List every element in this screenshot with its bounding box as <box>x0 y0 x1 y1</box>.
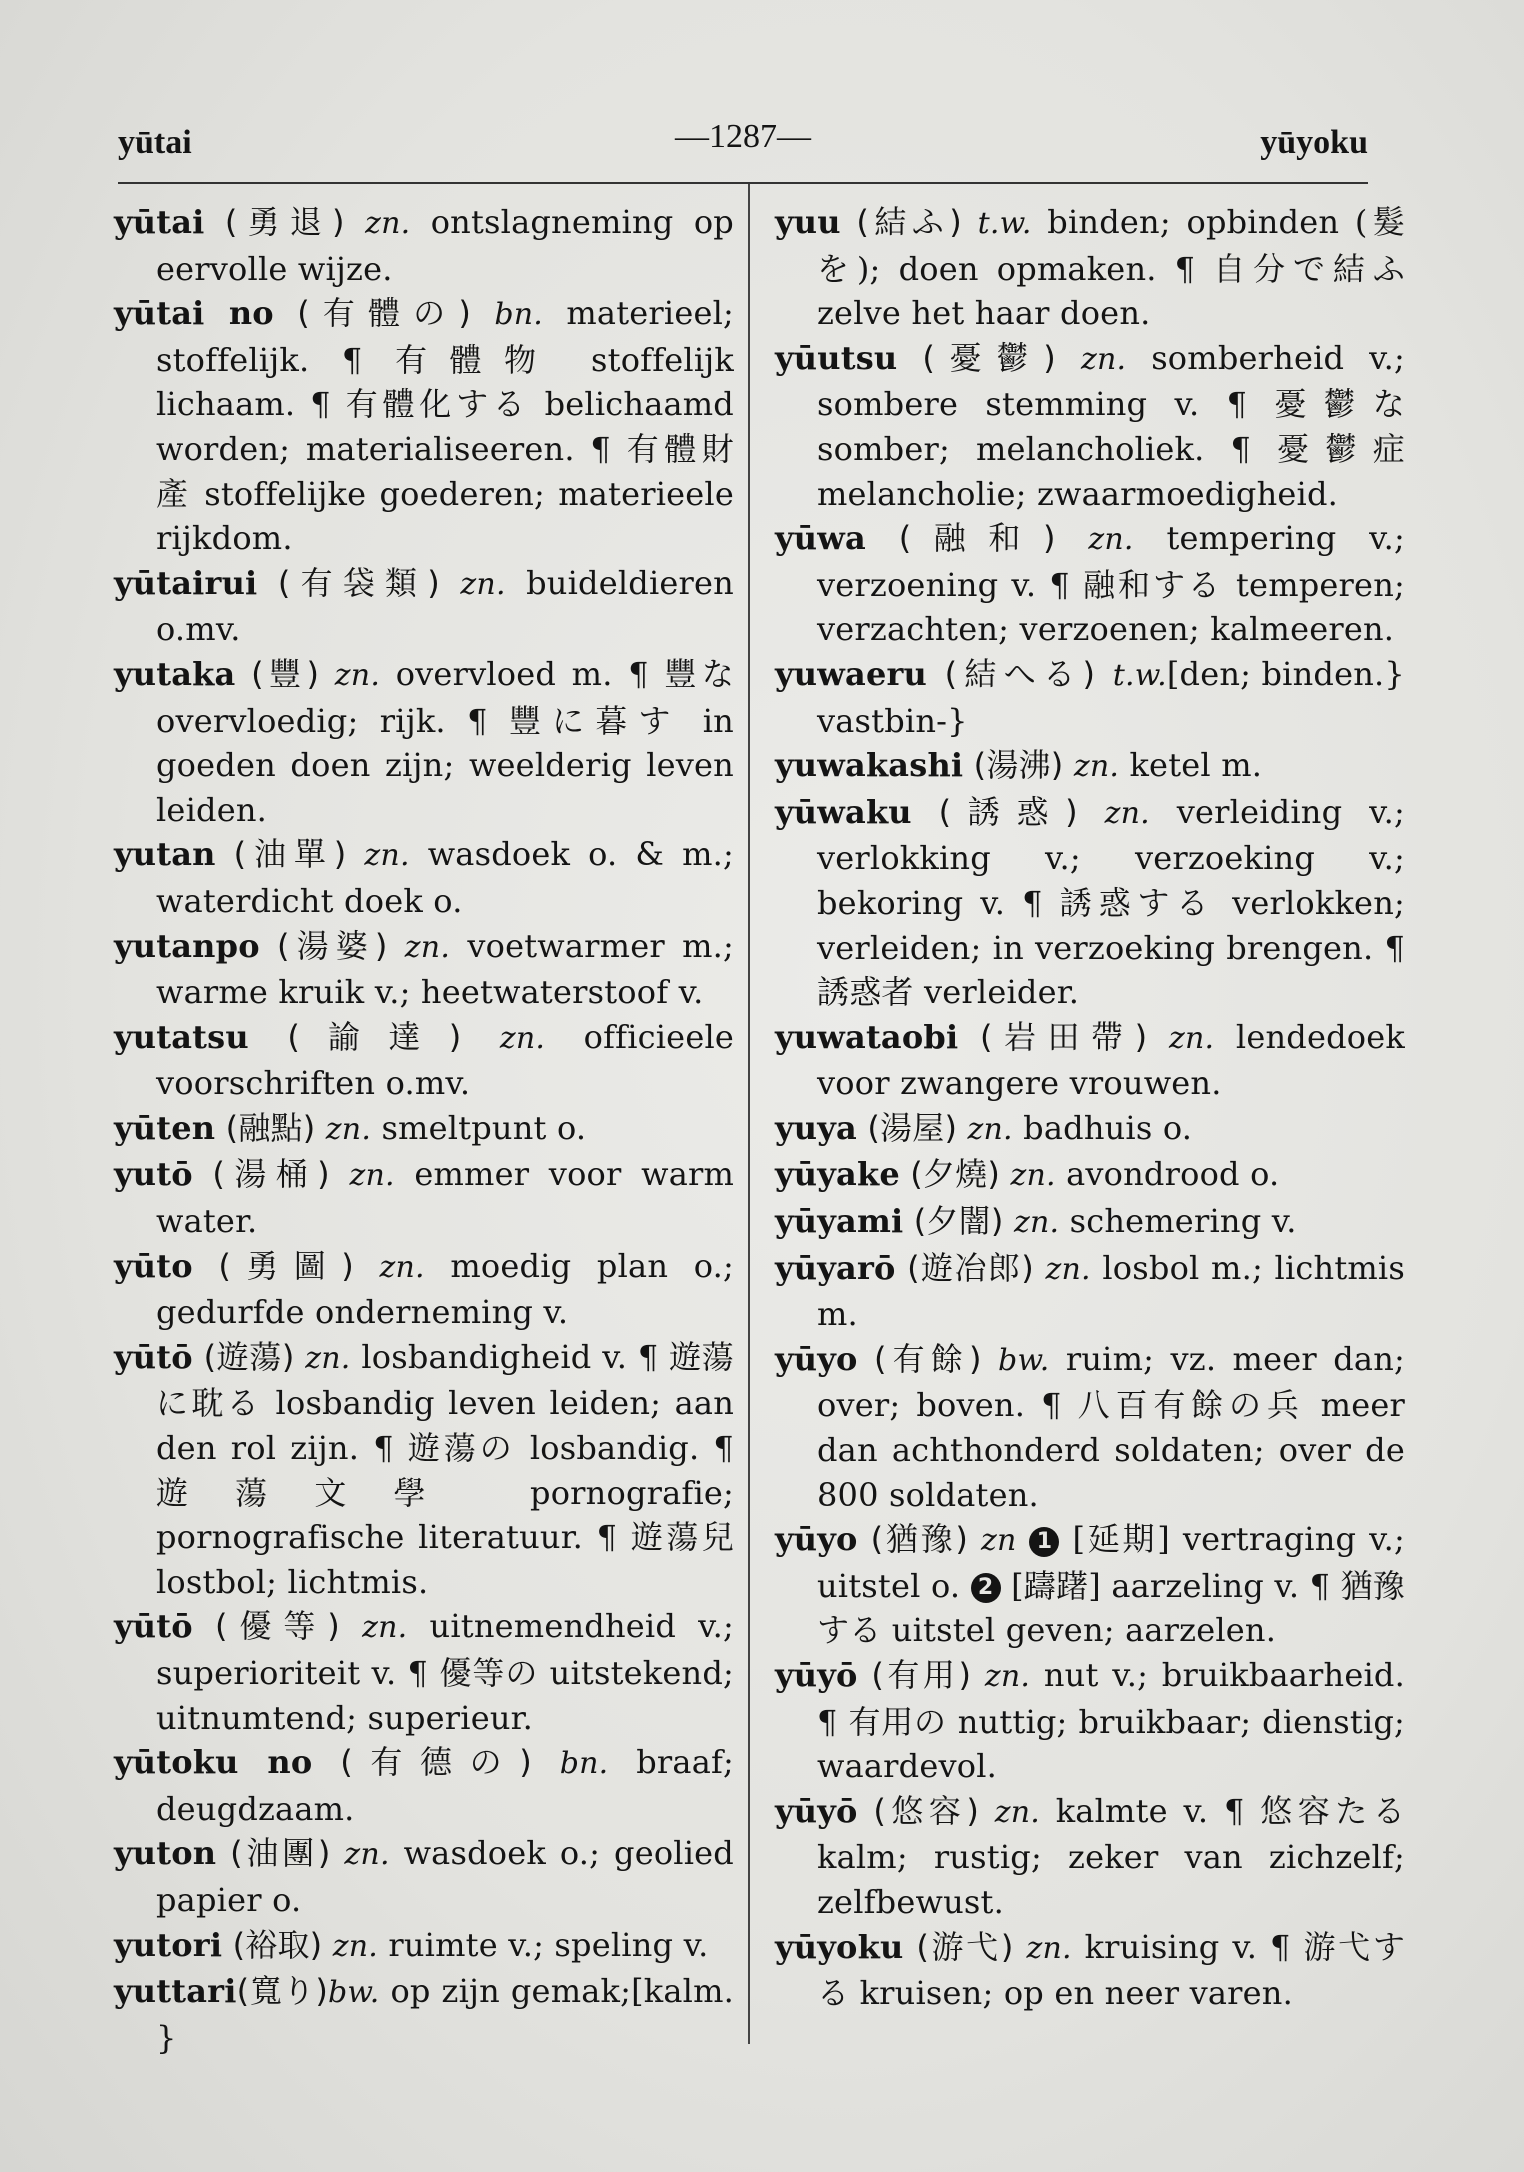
definition: vastbin-} <box>817 701 968 740</box>
kanji-form: (夕燒) <box>910 1155 1001 1194</box>
definition: tempering v.; verzoening v. ¶ 融和する temperen; verzachten; verzoenen; kalmeeren. <box>817 519 1406 649</box>
grammar-label: zn. <box>332 1928 378 1964</box>
headword: yūtō <box>114 1337 193 1376</box>
grammar-label: zn. <box>1088 522 1134 558</box>
dictionary-entry <box>114 652 734 832</box>
headword: yutanpo <box>114 926 260 965</box>
kanji-form: (岩田帶) <box>980 1017 1148 1056</box>
definition: kruising v. ¶ 游弋する kruisen; op en neer varen. <box>817 1927 1406 2013</box>
headword: yūwa <box>775 519 866 558</box>
dictionary-entry <box>114 924 734 1015</box>
grammar-label: zn. <box>994 1794 1041 1830</box>
dictionary-entry <box>114 1152 734 1243</box>
dictionary-entry <box>775 1199 1405 1246</box>
headword: yuton <box>114 1834 217 1873</box>
grammar-label: zn. <box>344 1837 390 1873</box>
grammar-label: zn. <box>325 1111 372 1147</box>
grammar-label: zn. <box>365 206 411 241</box>
kanji-form: (遊冶郎) <box>907 1248 1034 1287</box>
headword: yūyo <box>775 1520 858 1559</box>
definition: moedig plan o.; gedurfde onderneming v. <box>156 1246 734 1332</box>
grammar-label: zn. <box>460 566 506 602</box>
headword: yūten <box>114 1108 216 1147</box>
grammar-label: zn. <box>1026 1930 1072 1966</box>
kanji-form: (猶豫) <box>870 1520 969 1559</box>
definition: uitnemendheid v.; superioriteit v. ¶ 優等の uitstekend; uitnumtend; superieur. <box>156 1607 735 1737</box>
kanji-form: (悠容) <box>873 1791 980 1830</box>
headword: yutori <box>114 1925 223 1964</box>
kanji-form: (結へる) <box>944 654 1096 693</box>
headword: yūtairui <box>114 563 258 602</box>
definition: ruimte v.; speling v. <box>388 1925 709 1964</box>
definition: lendedoek voor zwangere vrouwen. <box>817 1017 1405 1103</box>
kanji-form: (勇退) <box>224 203 345 241</box>
grammar-label: zn. <box>1104 795 1150 831</box>
definition: kalmte v. ¶ 悠容たる kalm; rustig; zeker van zichzelf; zelfbewust. <box>817 1791 1406 1921</box>
definition: badhuis o. <box>1023 1108 1193 1147</box>
definition: ruim; vz. meer dan; over; boven. ¶ 八百有餘の兵 meer dan achthonderd soldaten; over de 800 soldaten. <box>817 1339 1405 1514</box>
dictionary-entry <box>775 1789 1405 1925</box>
dictionary-entry <box>775 1106 1405 1153</box>
grammar-label: zn. <box>1168 1020 1215 1056</box>
kanji-form: (豐) <box>251 654 320 693</box>
right-column <box>775 200 1405 2016</box>
headword: yuya <box>775 1108 857 1147</box>
grammar-label: zn. <box>967 1111 1013 1147</box>
dictionary-entry <box>114 1740 734 1831</box>
definition: schemering v. <box>1069 1202 1297 1241</box>
headword: yūwaku <box>775 792 912 831</box>
definition: officieele voorschriften o.mv. <box>156 1017 735 1103</box>
headword: yūyō <box>775 1656 858 1694</box>
kanji-form: (有餘) <box>873 1339 982 1378</box>
dictionary-entry <box>114 832 734 923</box>
headword: yutatsu <box>114 1017 249 1056</box>
grammar-label: bn. <box>559 1746 609 1782</box>
headword: yūtoku no <box>114 1743 313 1782</box>
grammar-label: zn. <box>1080 341 1127 377</box>
kanji-form: (諭達) <box>287 1017 462 1056</box>
headword: yūyake <box>775 1155 900 1194</box>
headword: yūyo <box>775 1339 858 1378</box>
dictionary-entry <box>775 200 1405 336</box>
definition: buideldieren o.mv. <box>156 563 734 649</box>
definition: braaf; deugdzaam. <box>156 1743 734 1828</box>
grammar-label: zn <box>981 1523 1017 1559</box>
dictionary-entry <box>775 1337 1405 1517</box>
definition: ontslagneming op eervolle wijze. <box>156 203 734 288</box>
definition: smeltpunt o. <box>381 1108 587 1147</box>
headword: yūyami <box>775 1202 904 1241</box>
headword: yūtō <box>114 1607 193 1646</box>
definition: avondrood o. <box>1066 1155 1280 1194</box>
grammar-label: zn. <box>1045 1251 1091 1287</box>
definition: wasdoek o.; geolied papier o. <box>156 1834 734 1919</box>
headword: yūtai <box>114 203 205 241</box>
headword: yūto <box>114 1246 193 1285</box>
sense-number-1: 1 <box>1029 1527 1059 1557</box>
dictionary-entry <box>114 1106 734 1153</box>
headword: yūtai no <box>114 294 274 333</box>
column-divider <box>748 184 750 2044</box>
kanji-form: (油團) <box>230 1834 331 1873</box>
dictionary-entry <box>114 291 734 561</box>
kanji-form: (有體の) <box>297 294 472 333</box>
definition: [躊躇] aarzeling v. ¶ 猶豫する uitstel geven; aarzelen. <box>817 1566 1406 1650</box>
dictionary-entry <box>775 1653 1405 1789</box>
grammar-label: zn. <box>349 1158 395 1194</box>
kanji-form: (有用) <box>871 1656 972 1694</box>
grammar-label: zn. <box>1013 1205 1060 1241</box>
kanji-form: (有德の) <box>340 1743 532 1782</box>
dictionary-entry <box>775 743 1405 790</box>
dictionary-entry <box>114 1335 734 1605</box>
definition: materieel; stoffelijk. ¶ 有體物 stoffelijk lichaam. ¶ 有體化する belichaamd worden; materialiseeren. ¶ 有體財產 stoffelijke goederen; materieele rijkdom. <box>156 294 735 558</box>
grammar-label: zn. <box>499 1020 546 1056</box>
definition: losbol m.; lichtmis m. <box>817 1248 1405 1334</box>
kanji-form: (結ふ) <box>856 203 962 241</box>
header-rule <box>118 182 1368 184</box>
definition: overvloed m. ¶ 豐な overvloedig; rijk. ¶ 豐に暮す in goeden doen zijn; weelderig leven leiden. <box>156 654 735 829</box>
kanji-form: (融點) <box>225 1108 316 1147</box>
grammar-label: zn. <box>334 657 381 693</box>
dictionary-entry <box>114 1015 734 1106</box>
kanji-form: (遊蕩) <box>203 1337 295 1376</box>
dictionary-entry <box>775 1015 1405 1106</box>
headword: yūyoku <box>775 1927 904 1966</box>
definition-sense-1: [延期] vertraging v.; uitstel o. <box>817 1520 1406 1605</box>
definition: binden; opbinden (髮を); doen opmaken. ¶ 自分で結ふ zelve het haar doen. <box>817 203 1405 333</box>
headword: yuu <box>775 203 841 241</box>
grammar-label: zn. <box>364 838 410 874</box>
kanji-form: (優等) <box>214 1607 340 1646</box>
kanji-form: (夕闇) <box>913 1202 1004 1241</box>
dictionary-entry <box>775 1152 1405 1199</box>
kanji-form: (油單) <box>233 835 347 874</box>
kanji-form: (誘惑) <box>938 792 1078 831</box>
first-guide-word: yūtai <box>118 124 192 161</box>
headword: yūutsu <box>775 338 898 377</box>
headword: yutō <box>114 1155 193 1194</box>
grammar-label: zn. <box>404 929 451 965</box>
dictionary-entry <box>114 1831 734 1922</box>
left-column <box>114 200 734 2060</box>
grammar-label: zn. <box>1073 749 1120 785</box>
headword: yuwataobi <box>775 1017 959 1056</box>
dictionary-entry <box>775 1246 1405 1337</box>
dictionary-entry <box>775 1925 1405 2016</box>
dictionary-entry <box>775 336 1405 516</box>
page-number: —1287— <box>675 118 811 155</box>
headword: yūyō <box>775 1791 858 1830</box>
kanji-form: (裕取) <box>232 1925 323 1964</box>
grammar-label: zn. <box>305 1340 351 1376</box>
definition: losbandigheid v. ¶ 遊蕩に耽る losbandig leven leiden; aan den rol zijn. ¶ 遊蕩の losbandig. ¶ 遊蕩文學 pornografie; pornografische literatuur. ¶ 遊蕩兒 lostbol; lichtmis. <box>156 1337 734 1601</box>
grammar-label: zn. <box>984 1659 1031 1694</box>
run-on-fragment: [den; binden.} <box>1166 654 1405 693</box>
kanji-form: (憂鬱) <box>922 338 1056 377</box>
dictionary-entry <box>775 790 1405 1015</box>
kanji-form: (寬り) <box>236 1972 329 2011</box>
grammar-label: zn. <box>379 1249 425 1285</box>
kanji-form: (湯桶) <box>212 1155 330 1194</box>
definition: verleiding v.; verlokking v.; verzoeking v.; bekoring v. ¶ 誘惑する verlokken; verleiden; in verzoeking brengen. ¶ 誘惑者 verleider. <box>817 792 1405 1012</box>
kanji-form: (湯婆) <box>277 926 388 965</box>
kanji-form: (湯屋) <box>867 1108 958 1147</box>
definition: voetwarmer m.; warme kruik v.; heetwaterstoof v. <box>156 926 734 1012</box>
dictionary-entry <box>114 200 734 291</box>
headword: yuttari <box>114 1972 237 2011</box>
dictionary-entry <box>775 1517 1405 1653</box>
grammar-label: zn. <box>1010 1158 1056 1194</box>
grammar-label: t.w. <box>1112 657 1167 693</box>
grammar-label: bw. <box>998 1342 1050 1378</box>
grammar-label: t.w. <box>977 206 1032 241</box>
kanji-form: (湯沸) <box>973 746 1064 785</box>
dictionary-entry <box>114 561 734 652</box>
grammar-label: bn. <box>494 297 544 333</box>
kanji-form: (有袋類) <box>277 563 440 602</box>
headword: yūyarō <box>775 1248 896 1287</box>
grammar-label: zn. <box>362 1610 408 1646</box>
running-head <box>118 118 1368 168</box>
definition: op zijn gemak; } <box>156 1972 632 2057</box>
definition: nut v.; bruikbaarheid. ¶ 有用の nuttig; bruikbaar; dienstig; waardevol. <box>817 1656 1405 1786</box>
run-on-fragment: [kalm. <box>631 1972 734 2011</box>
grammar-label: bw. <box>328 1975 380 2011</box>
kanji-form: (勇圖) <box>218 1246 354 1285</box>
definition: somberheid v.; sombere stemming v. ¶ 憂鬱な somber; melancholiek. ¶ 憂鬱症 melancholie; zwaarmoedigheid. <box>817 338 1406 513</box>
definition: emmer voor warm water. <box>156 1155 735 1241</box>
headword: yutan <box>114 835 216 874</box>
headword: yuwakashi <box>775 746 964 785</box>
definition: wasdoek o. & m.; waterdicht doek o. <box>156 835 735 920</box>
kanji-form: (融和) <box>898 519 1056 558</box>
dictionary-entry <box>114 1604 734 1740</box>
headword: yuwaeru <box>775 654 928 693</box>
dictionary-entry <box>114 1244 734 1335</box>
last-guide-word: yūyoku <box>1260 124 1368 161</box>
headword: yutaka <box>114 654 236 693</box>
definition: ketel m. <box>1129 746 1263 785</box>
sense-number-2: 2 <box>971 1573 1001 1603</box>
kanji-form: (游弋) <box>916 1927 1014 1966</box>
